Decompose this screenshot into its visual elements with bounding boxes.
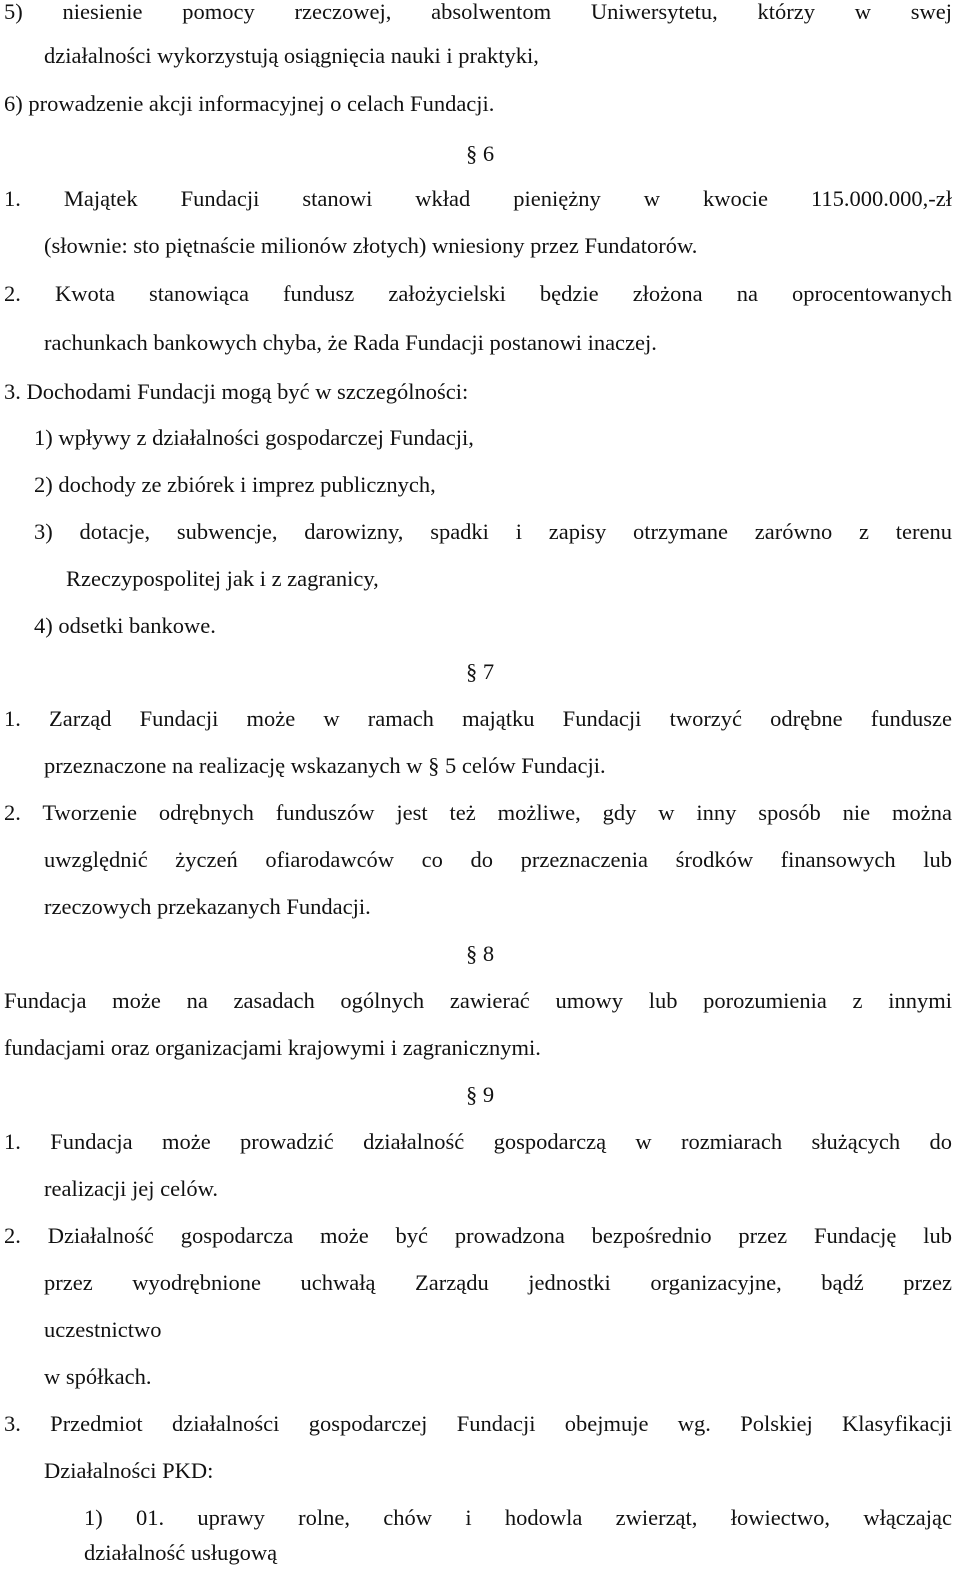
pkd-item-1: 1) 01. uprawy rolne, chów i hodowla zwierząt, łowiectwo, włączając (84, 1505, 952, 1530)
paragraph-6-1: 1. Majątek Fundacji stanowi wkład pieniężny w kwocie 115.000.000,-zł (4, 186, 952, 211)
paragraph-7-2-cont-2: rzeczowych przekazanych Fundacji. (44, 894, 371, 919)
paragraph-9-2: 2. Działalność gospodarcza może być prowadzona bezpośrednio przez Fundację lub (4, 1223, 952, 1248)
income-item-2: 2) dochody ze zbiórek i imprez publicznych, (34, 472, 436, 497)
paragraph-8: Fundacja może na zasadach ogólnych zawierać umowy lub porozumienia z innymi (4, 988, 952, 1013)
paragraph-9-1-cont: realizacji jej celów. (44, 1176, 219, 1201)
section-heading-7: § 7 (465, 659, 495, 684)
paragraph-7-2: 2. Tworzenie odrębnych funduszów jest też możliwe, gdy w inny sposób nie można (4, 800, 952, 825)
section-heading-8: § 8 (465, 941, 495, 966)
paragraph-9-2-cont-1: przez wyodrębnione uchwałą Zarządu jednostki organizacyjne, bądź przez (44, 1270, 952, 1295)
paragraph-6-3: 3. Dochodami Fundacji mogą być w szczególności: (4, 379, 469, 404)
income-item-1: 1) wpływy z działalności gospodarczej Fundacji, (34, 425, 474, 450)
list-item-6: 6) prowadzenie akcji informacyjnej o celach Fundacji. (4, 91, 495, 116)
income-item-4: 4) odsetki bankowe. (34, 613, 216, 638)
paragraph-7-1: 1. Zarząd Fundacji może w ramach majątku Fundacji tworzyć odrębne fundusze (4, 706, 952, 731)
section-heading-6: § 6 (465, 141, 495, 166)
paragraph-9-1: 1. Fundacja może prowadzić działalność gospodarczą w rozmiarach służących do (4, 1129, 952, 1154)
income-item-3-cont: Rzeczypospolitej jak i z zagranicy, (66, 566, 379, 591)
pkd-item-1-cont: działalność usługową (84, 1540, 278, 1565)
paragraph-7-2-cont-1: uwzględnić życzeń ofiarodawców co do przeznaczenia środków finansowych lub (44, 847, 952, 872)
list-item-5-cont: działalności wykorzystują osiągnięcia nauki i praktyki, (44, 43, 539, 68)
paragraph-6-2: 2. Kwota stanowiąca fundusz założycielski będzie złożona na oprocentowanych (4, 281, 952, 306)
income-item-3: 3) dotacje, subwencje, darowizny, spadki i zapisy otrzymane zarówno z terenu (34, 519, 952, 544)
paragraph-8-cont: fundacjami oraz organizacjami krajowymi i zagranicznymi. (4, 1035, 541, 1060)
paragraph-9-3: 3. Przedmiot działalności gospodarczej Fundacji obejmuje wg. Polskiej Klasyfikacji (4, 1411, 952, 1436)
paragraph-9-3-cont: Działalności PKD: (44, 1458, 214, 1483)
section-heading-9: § 9 (465, 1082, 495, 1107)
list-item-5: 5) niesienie pomocy rzeczowej, absolwentom Uniwersytetu, którzy w swej (4, 0, 952, 24)
paragraph-6-1-cont: (słownie: sto piętnaście milionów złotych) wniesiony przez Fundatorów. (44, 233, 698, 258)
paragraph-9-2-cont-2: uczestnictwo (44, 1317, 162, 1342)
paragraph-9-2-cont-3: w spółkach. (44, 1364, 152, 1389)
paragraph-6-2-cont: rachunkach bankowych chyba, że Rada Fundacji postanowi inaczej. (44, 330, 657, 355)
paragraph-7-1-cont: przeznaczone na realizację wskazanych w § 5 celów Fundacji. (44, 753, 606, 778)
